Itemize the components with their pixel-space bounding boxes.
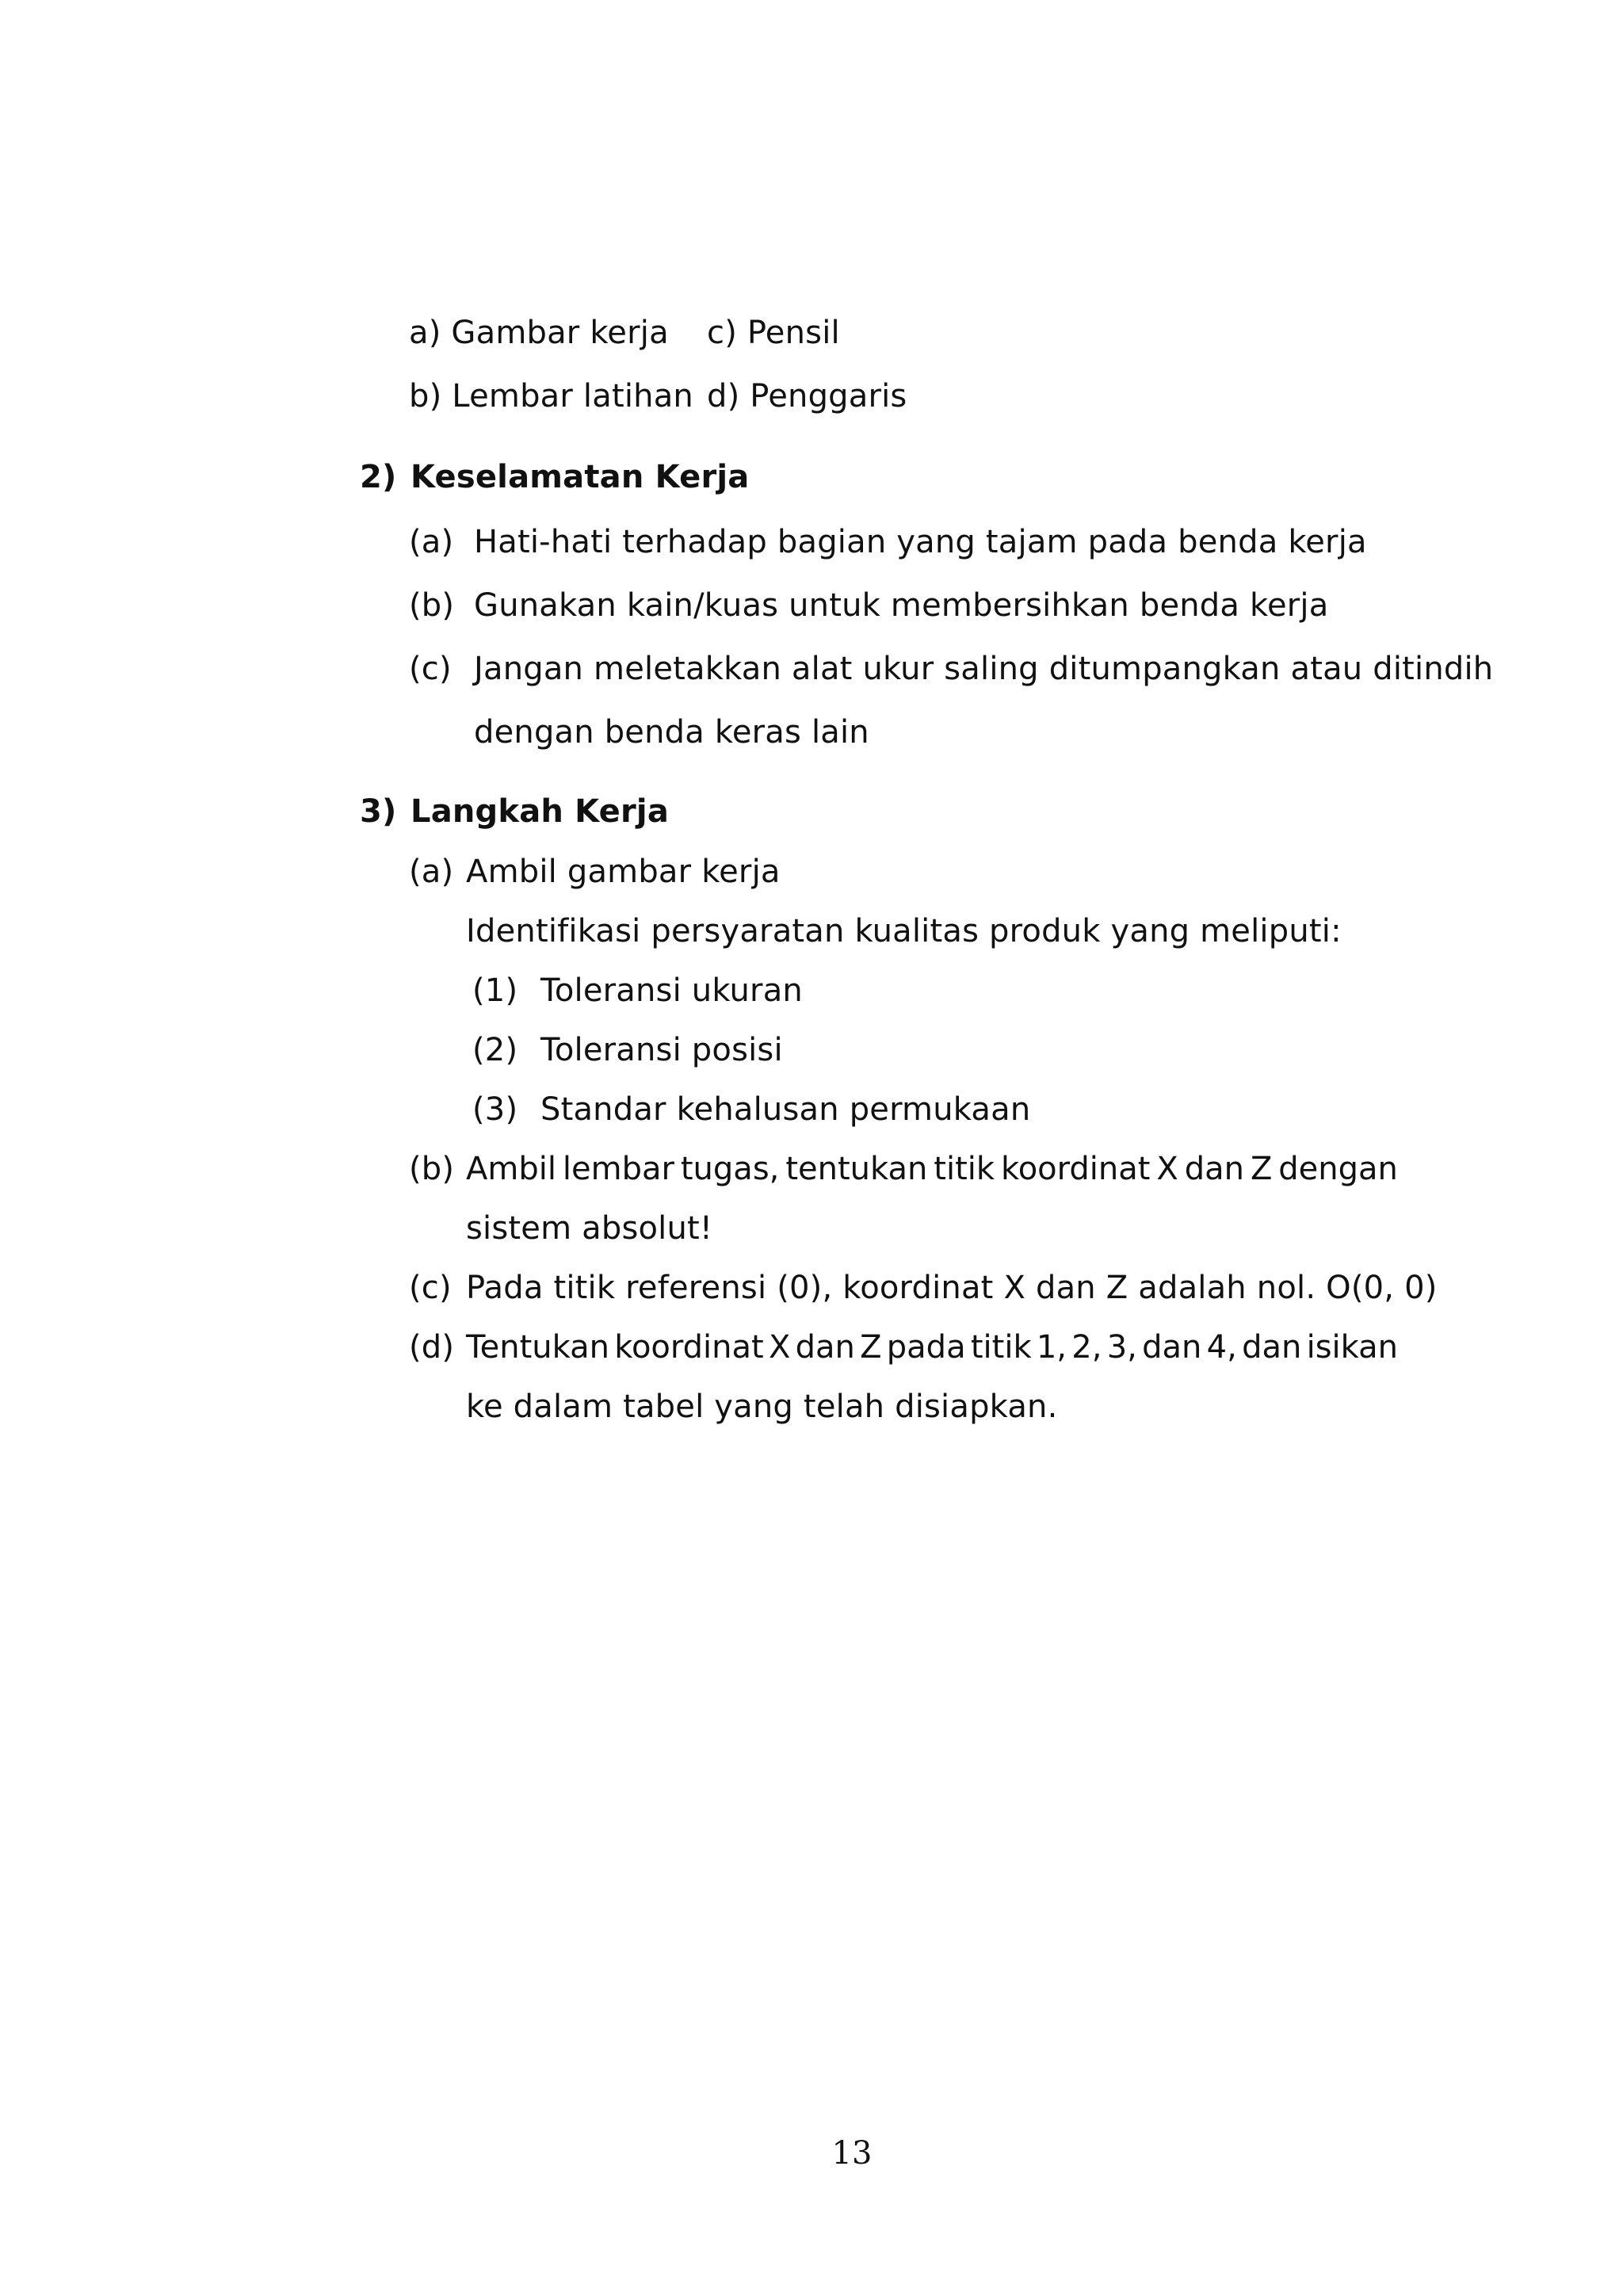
step-d-word: Z <box>860 1329 882 1366</box>
material-item-a: a) Gambar kerja <box>409 315 669 351</box>
step-a-text: Ambil gambar kerja <box>466 854 781 890</box>
step-d-word: pada <box>886 1329 966 1366</box>
step-b-word: dan <box>1184 1151 1244 1187</box>
step-d-word: Tentukan <box>466 1329 609 1366</box>
step-b-text <box>466 1150 1398 1188</box>
step-b-word: Z <box>1250 1151 1273 1187</box>
step-a-subitem-3-text: Standar kehalusan permukaan <box>540 1091 1031 1128</box>
safety-item-c-text: Jangan meletakkan alat ukur saling ditumpangkan atau ditindih <box>474 651 1494 687</box>
step-b-word: tentukan <box>785 1151 928 1187</box>
step-d-word: X <box>768 1329 791 1366</box>
step-d-text <box>466 1328 1398 1366</box>
step-a-subitem-3-marker: (3) <box>472 1091 518 1128</box>
step-b-word: X <box>1156 1151 1178 1187</box>
step-c-text: Pada titik referensi (0), koordinat X dan Z adalah nol. O(0, 0) <box>466 1270 1438 1306</box>
step-d-word: koordinat <box>614 1329 764 1366</box>
section-number-steps: 3) <box>360 793 397 830</box>
step-d-continuation: ke dalam tabel yang telah disiapkan. <box>466 1389 1058 1425</box>
step-c-marker: (c) <box>409 1270 452 1306</box>
step-a-subitem-1-text: Toleransi ukuran <box>540 972 803 1009</box>
step-d-marker: (d) <box>409 1329 455 1366</box>
step-b-word: tugas, <box>680 1151 780 1187</box>
safety-item-a-text: Hati-hati terhadap bagian yang tajam pada benda kerja <box>474 524 1367 560</box>
step-a-subitem-1-marker: (1) <box>472 972 518 1009</box>
section-heading-safety: Keselamatan Kerja <box>411 459 750 495</box>
safety-item-a-marker: (a) <box>409 524 454 560</box>
step-a-subitem-2-marker: (2) <box>472 1032 518 1068</box>
step-b-word: koordinat <box>1000 1151 1151 1187</box>
safety-item-c-marker: (c) <box>409 651 452 687</box>
material-item-b: b) Lembar latihan <box>409 378 693 415</box>
step-d-word: isikan <box>1306 1329 1398 1366</box>
step-b-word: titik <box>934 1151 995 1187</box>
step-a-intro: Identifikasi persyaratan kualitas produk yang meliputi: <box>466 913 1342 949</box>
section-heading-steps: Langkah Kerja <box>411 793 670 830</box>
step-d-word: 3, <box>1106 1329 1137 1366</box>
step-d-word: dan <box>1242 1329 1302 1366</box>
step-d-word: dan <box>1142 1329 1202 1366</box>
safety-item-b-text: Gunakan kain/kuas untuk membersihkan benda kerja <box>474 587 1329 624</box>
page-number: 13 <box>831 2135 873 2172</box>
step-d-word: 4, <box>1206 1329 1237 1366</box>
material-item-c: c) Pensil <box>707 315 840 351</box>
safety-item-b-marker: (b) <box>409 587 455 624</box>
step-d-word: titik <box>970 1329 1032 1366</box>
step-b-word: lembar <box>562 1151 674 1187</box>
material-item-d: d) Penggaris <box>707 378 907 415</box>
step-a-subitem-2-text: Toleransi posisi <box>540 1032 783 1068</box>
step-d-word: 1, <box>1036 1329 1067 1366</box>
step-a-marker: (a) <box>409 854 454 890</box>
step-b-continuation: sistem absolut! <box>466 1210 713 1247</box>
safety-item-c-continuation: dengan benda keras lain <box>474 714 869 751</box>
step-b-word: Ambil <box>466 1151 556 1187</box>
section-number-safety: 2) <box>360 459 397 495</box>
step-b-word: dengan <box>1278 1151 1398 1187</box>
step-b-marker: (b) <box>409 1151 455 1187</box>
step-d-word: dan <box>795 1329 855 1366</box>
step-d-word: 2, <box>1071 1329 1102 1366</box>
